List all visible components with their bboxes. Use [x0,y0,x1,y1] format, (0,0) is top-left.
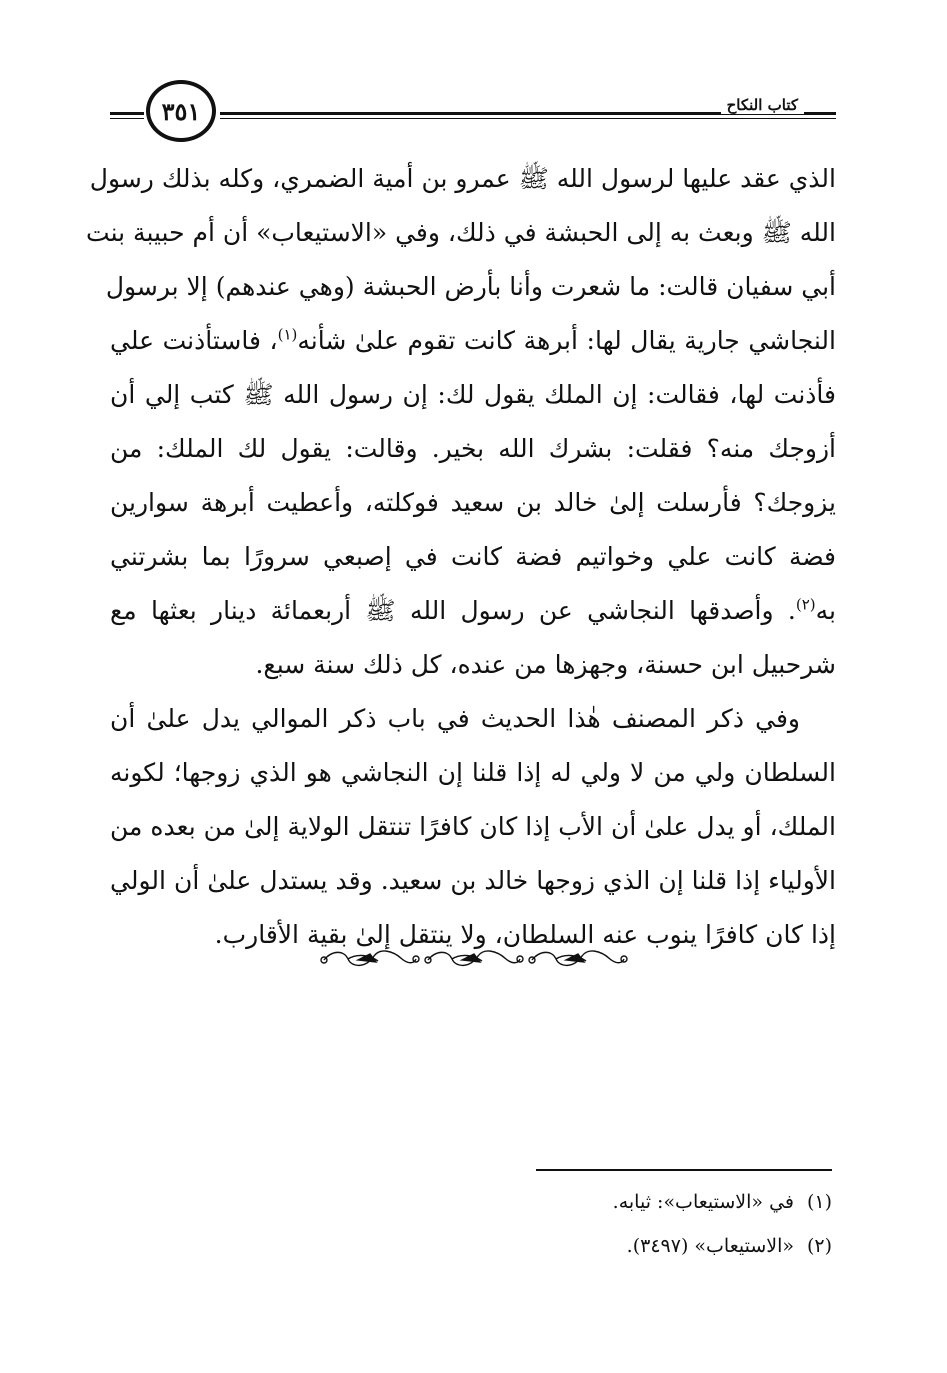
footnote-separator [536,1169,832,1171]
text-line: الله ﷺ وبعث به إلى الحبشة في ذلك، وفي «الاستيعاب» أن أم حبيبة بنت [86,218,836,247]
header-rule [110,118,144,119]
line-text: ، فاستأذنت علي [110,326,278,355]
footnote-number: (١) [806,1191,832,1213]
footnote-item [400,1224,832,1268]
floral-divider-ornament-icon [318,944,628,974]
footnote-text: في «الاستيعاب»: ثيابه. [612,1191,794,1213]
text-line [110,584,836,638]
text-line: الذي عقد عليها لرسول الله ﷺ عمرو بن أمية الضمري، وكله بذلك رسول [89,164,836,193]
header-rule [110,112,144,115]
text-line: يزوجك؟ فأرسلت إلىٰ خالد بن سعيد فوكلته، وأعطيت أبرهة سوارين [110,488,836,517]
footnote-ref-2[interactable]: (٢) [795,595,816,614]
running-title: كتاب النكاح [721,96,804,114]
page-number: ٣٥١ [146,80,216,142]
header-rule [220,118,836,119]
footnote-number: (٢) [806,1235,832,1257]
text-line [110,314,836,368]
footnotes [400,1180,832,1268]
line-text: النجاشي جارية يقال لها: أبرهة كانت تقوم علىٰ شأنه [297,326,836,355]
text-line: أبي سفيان قالت: ما شعرت وأنا بأرض الحبشة (وهي عندهم) إلا برسول [105,272,836,301]
line-text: . وأصدقها النجاشي عن رسول الله ﷺ أربعمائة دينار بعثها مع [110,596,796,625]
line-text: به [815,596,836,625]
text-line: الأولياء إذا قلنا إن الذي زوجها خالد بن سعيد. وقد يستدل علىٰ أن الولي [110,866,836,895]
text-line: شرحبيل ابن حسنة، وجهزها من عنده، كل ذلك سنة سبع. [255,650,836,679]
page-header [110,78,836,148]
text-line: السلطان ولي من لا ولي له إذا قلنا إن النجاشي هو الذي زوجها؛ لكونه [110,758,836,787]
text-line: وفي ذكر المصنف هٰذا الحديث في باب ذكر الموالي يدل علىٰ أن [110,704,800,733]
main-text [86,152,836,962]
footnote-ref-1[interactable]: (١) [277,325,298,344]
footnote-text: «الاستيعاب» (٣٤٩٧). [626,1235,794,1257]
text-line: إذا كان كافرًا ينوب عنه السلطان، ولا ينتقل إلىٰ بقية الأقارب. [214,920,836,949]
text-line: أزوجك منه؟ فقلت: بشرك الله بخير. وقالت: يقول لك الملك: من [110,434,836,463]
text-line: فأذنت لها، فقالت: إن الملك يقول لك: إن رسول الله ﷺ كتب إلي أن [110,380,836,409]
text-line: الملك، أو يدل علىٰ أن الأب إذا كان كافرًا تنتقل الولاية إلىٰ من بعده من [110,812,836,841]
text-line: فضة كانت علي وخواتيم فضة كانت في إصبعي سرورًا بما بشرتني [110,542,836,571]
footnote-item [400,1180,832,1224]
header-dash [808,112,836,115]
